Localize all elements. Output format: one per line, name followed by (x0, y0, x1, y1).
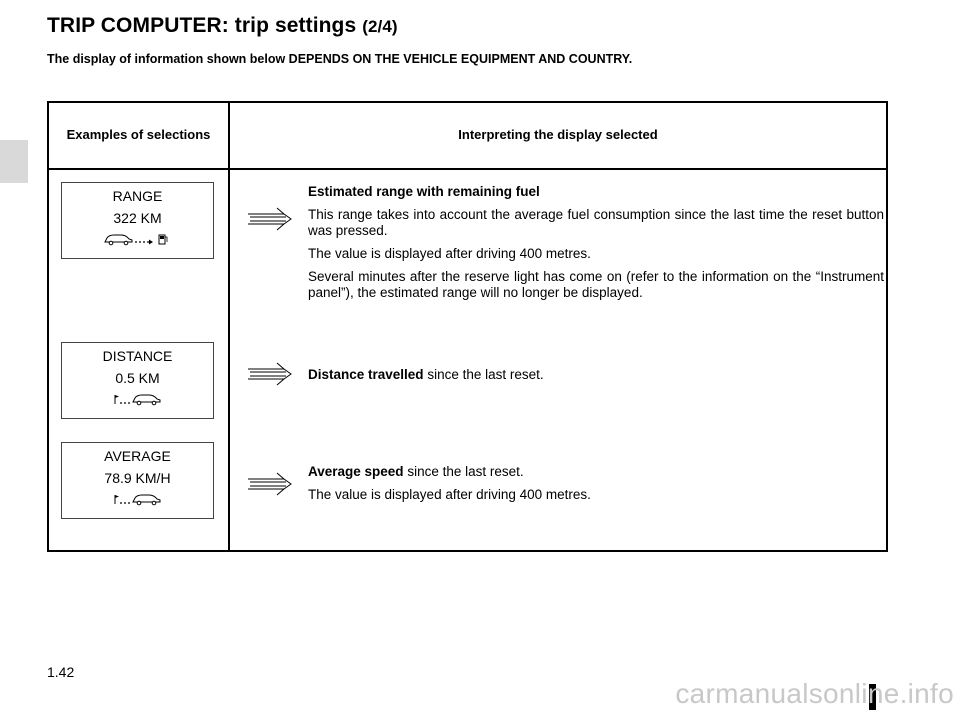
arrow-icon (246, 206, 294, 232)
range-display-screen (61, 182, 214, 259)
chapter-tab (0, 140, 28, 183)
distance-heading: Distance travelled (308, 367, 424, 382)
page-number: 1.42 (47, 664, 75, 680)
average-display-screen (61, 442, 214, 519)
watermark: carmanualsonline.info (675, 678, 954, 709)
settings-table (47, 101, 888, 552)
distance-heading-rest: since the last reset. (423, 367, 544, 382)
average-paragraph-1: The value is displayed after driving 400 metres. (308, 487, 591, 502)
title-page-indicator: (2/4) (362, 17, 398, 36)
distance-display-screen (61, 342, 214, 419)
flag-to-car-icon (112, 392, 164, 406)
range-paragraph-1: This range takes into account the average fuel consumption since the last time the reset button was pressed. (308, 207, 884, 238)
screen-value: 322 KM (113, 210, 162, 226)
arrow-icon (246, 361, 294, 387)
arrow-icon (246, 471, 294, 497)
range-paragraph-2: The value is displayed after driving 400 metres. (308, 246, 591, 261)
screen-label: AVERAGE (104, 448, 171, 464)
distance-description (308, 367, 884, 390)
car-to-fuel-pump-icon (102, 232, 174, 246)
title-main: TRIP COMPUTER: trip settings (47, 14, 357, 37)
average-heading: Average speed (308, 464, 404, 479)
page-title (47, 14, 398, 38)
column-divider (228, 103, 230, 550)
column-header-selections: Examples of selections (66, 127, 211, 142)
screen-value: 78.9 KM/H (104, 470, 171, 486)
range-heading: Estimated range with remaining fuel (308, 184, 540, 199)
screen-label: RANGE (112, 188, 163, 204)
flag-to-car-icon (112, 492, 164, 506)
screen-label: DISTANCE (102, 348, 173, 364)
range-paragraph-3: Several minutes after the reserve light has come on (refer to the information on the “Instrument panel”), the estimated range will no longer be displayed. (308, 269, 884, 300)
average-description (308, 464, 884, 510)
screen-value: 0.5 KM (115, 370, 160, 386)
average-heading-rest: since the last reset. (403, 464, 524, 479)
range-description (308, 184, 884, 308)
header-divider (49, 168, 886, 170)
page-subtitle: The display of information shown below DEPENDS ON THE VEHICLE EQUIPMENT AND COUNTRY. (47, 52, 633, 66)
column-header-interpretation: Interpreting the display selected (458, 127, 658, 142)
